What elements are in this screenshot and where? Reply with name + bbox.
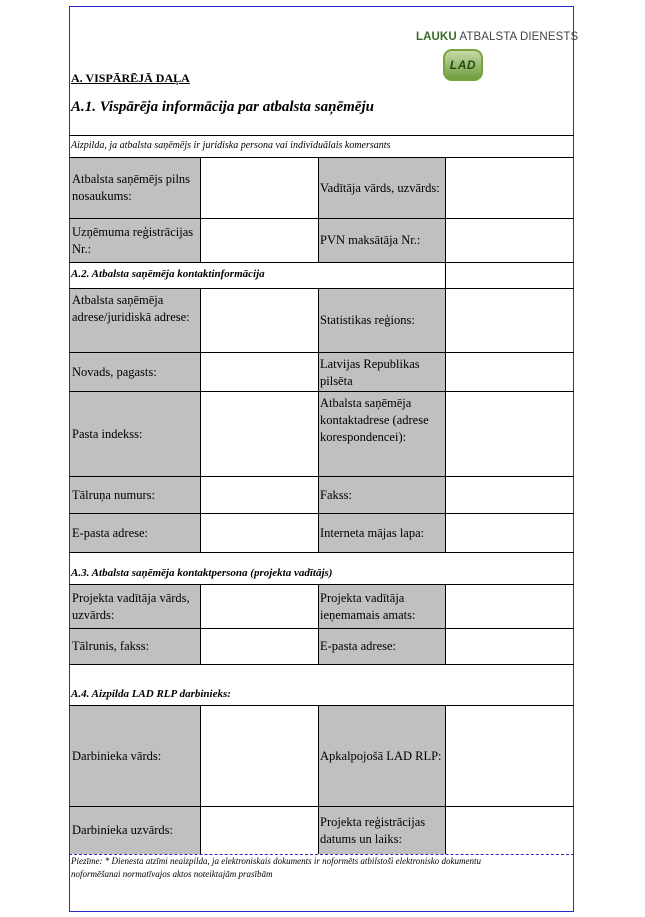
label-municipality: Novads, pagasts: [70, 353, 200, 391]
label-project-reg-date: Projekta reģistrācijas datums un laiks: [318, 807, 445, 854]
section-title: A. VISPĀRĒJĀ DAĻA [71, 71, 190, 85]
label-director-name: Vadītāja vārds, uzvārds: [318, 158, 445, 218]
label-employee-first-name: Darbinieka vārds: [70, 706, 200, 806]
label-vat-number: PVN maksātāja Nr.: [318, 219, 445, 262]
label-city: Latvijas Republikas pilsēta [318, 353, 445, 391]
label-contact-address: Atbalsta saņēmēja kontaktadrese (adrese korespondencei): [318, 392, 445, 476]
footnote [71, 855, 571, 881]
a2-title: A.2. Atbalsta saņēmēja kontaktinformācija [71, 268, 265, 280]
a3-title: A.3. Atbalsta saņēmēja kontaktpersona (projekta vadītājs) [71, 567, 333, 579]
a1-title: A.1. Vispārēja informācija par atbalsta saņēmēju [71, 99, 374, 115]
label-pm-position: Projekta vadītāja ieņemamais amats: [318, 585, 445, 628]
label-employee-surname: Darbinieka uzvārds: [70, 807, 200, 854]
label-pm-name: Projekta vadītāja vārds, uzvārds: [70, 585, 200, 628]
logo-text: LAUKU ATBALSTA DIENESTS [416, 31, 579, 43]
label-pm-email: E-pasta adrese: [318, 629, 445, 664]
footnote-line-1: Piezīme: * Dienesta atzīmi neaizpilda, ja elektroniskais dokuments ir noformēts atbilstoši elektronisko dokumentu [71, 856, 482, 866]
logo-badge-icon: LAD [443, 49, 483, 81]
a4-title: A.4. Aizpilda LAD RLP darbinieks: [71, 688, 231, 700]
label-pm-phone-fax: Tālrunis, fakss: [70, 629, 200, 664]
label-address: Atbalsta saņēmēja adrese/juridiskā adrese: [70, 289, 200, 352]
lad-logo [416, 24, 579, 84]
label-email: E-pasta adrese: [70, 514, 200, 552]
label-fax: Fakss: [318, 477, 445, 513]
label-full-name: Atbalsta saņēmējs pilns nosaukums: [70, 158, 200, 218]
a1-note: Aizpilda, ja atbalsta saņēmējs ir juridiska persona vai individuālais komersants [71, 140, 391, 151]
label-postal-code: Pasta indekss: [70, 392, 200, 476]
label-phone: Tālruņa numurs: [70, 477, 200, 513]
label-reg-number: Uzņēmuma reģistrācijas Nr.: [70, 219, 200, 262]
label-website: Interneta mājas lapa: [318, 514, 445, 552]
label-serving-lad-rlp: Apkalpojošā LAD RLP: [318, 706, 445, 806]
footnote-line-2: noformēšanai normatīvajos aktos noteiktajām prasībām [71, 869, 273, 879]
label-stat-region: Statistikas reģions: [318, 289, 445, 352]
